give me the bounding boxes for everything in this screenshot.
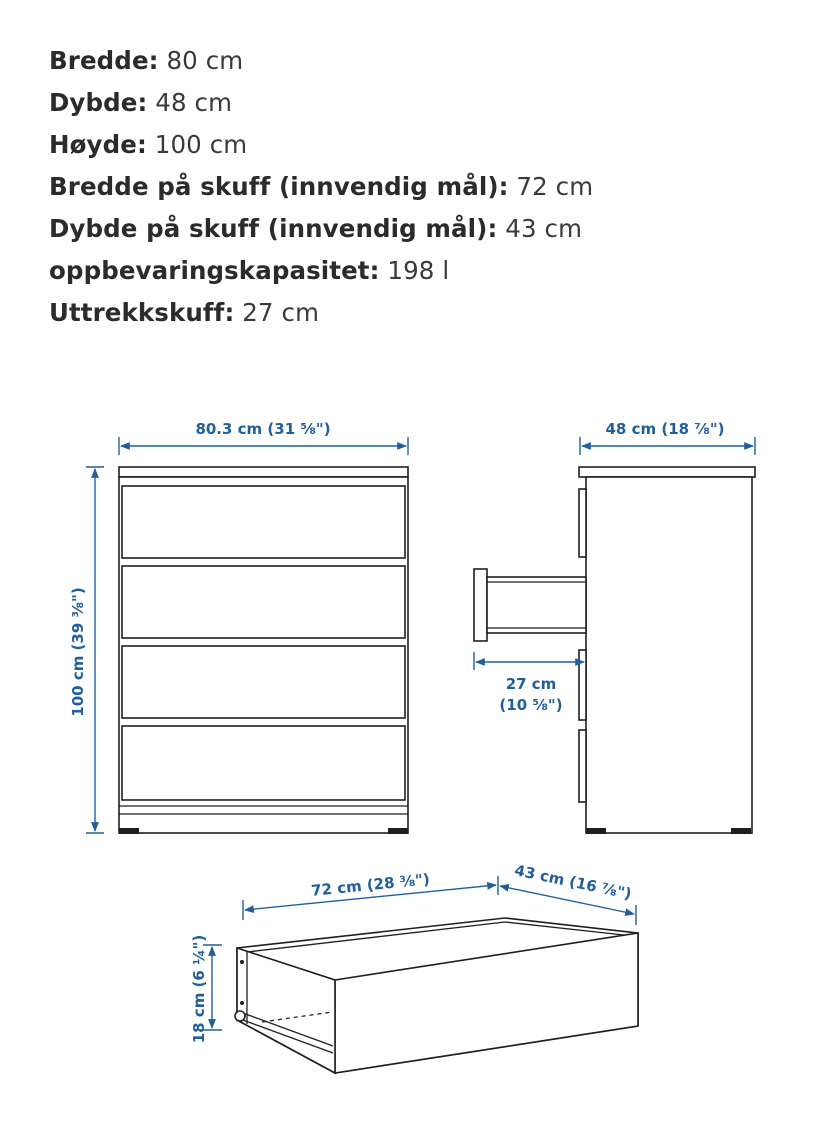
spec-label: Bredde: xyxy=(49,46,159,75)
front-width-label: 80.3 cm (31 ⅝") xyxy=(195,420,331,438)
side-depth-label: 48 cm (18 ⅞") xyxy=(605,420,725,438)
spec-label: Bredde på skuff (innvendig mål): xyxy=(49,172,509,201)
screw xyxy=(240,960,244,964)
front-top xyxy=(119,467,408,477)
drawer-edge xyxy=(579,730,586,802)
drawer-height-label: 18 cm (6 ¼") xyxy=(190,934,208,1044)
drawer-detail xyxy=(190,861,638,1073)
drawer-edge xyxy=(579,489,586,557)
spec-label: Uttrekkskuff: xyxy=(49,298,235,327)
drawer-edge xyxy=(579,650,586,720)
foot xyxy=(388,828,408,834)
spec-value: 72 cm xyxy=(516,172,594,201)
drawer-front xyxy=(122,646,405,718)
drawer-front xyxy=(122,726,405,800)
spec-value: 198 l xyxy=(387,256,450,285)
spec-value: 100 cm xyxy=(154,130,248,159)
pulled-drawer-front xyxy=(474,569,487,641)
spec-label: Dybde: xyxy=(49,88,148,117)
side-top xyxy=(579,467,755,477)
drawer-front xyxy=(122,566,405,638)
front-view xyxy=(69,420,408,834)
pulled-drawer-box xyxy=(487,577,586,633)
foot xyxy=(119,828,139,834)
side-body xyxy=(586,477,752,833)
drawer-depth-label: 43 cm (16 ⅞") xyxy=(512,861,634,904)
extension-label-in: (10 ⅝") xyxy=(499,696,563,714)
foot xyxy=(731,828,751,834)
spec-label: Dybde på skuff (innvendig mål): xyxy=(49,214,498,243)
drawer-front xyxy=(122,486,405,558)
extension-label-cm: 27 cm xyxy=(505,675,557,693)
height-label: 100 cm (39 ⅜") xyxy=(69,587,87,717)
spec-value: 27 cm xyxy=(242,298,320,327)
foot xyxy=(586,828,606,834)
spec-label: oppbevaringskapasitet: xyxy=(49,256,380,285)
side-view xyxy=(474,420,755,834)
drawer-width-label: 72 cm (28 ⅜") xyxy=(310,870,431,900)
runner-wheel xyxy=(235,1011,245,1021)
spec-value: 43 cm xyxy=(505,214,583,243)
screw xyxy=(240,1001,244,1005)
spec-value: 80 cm xyxy=(166,46,244,75)
spec-value: 48 cm xyxy=(155,88,233,117)
spec-label: Høyde: xyxy=(49,130,147,159)
